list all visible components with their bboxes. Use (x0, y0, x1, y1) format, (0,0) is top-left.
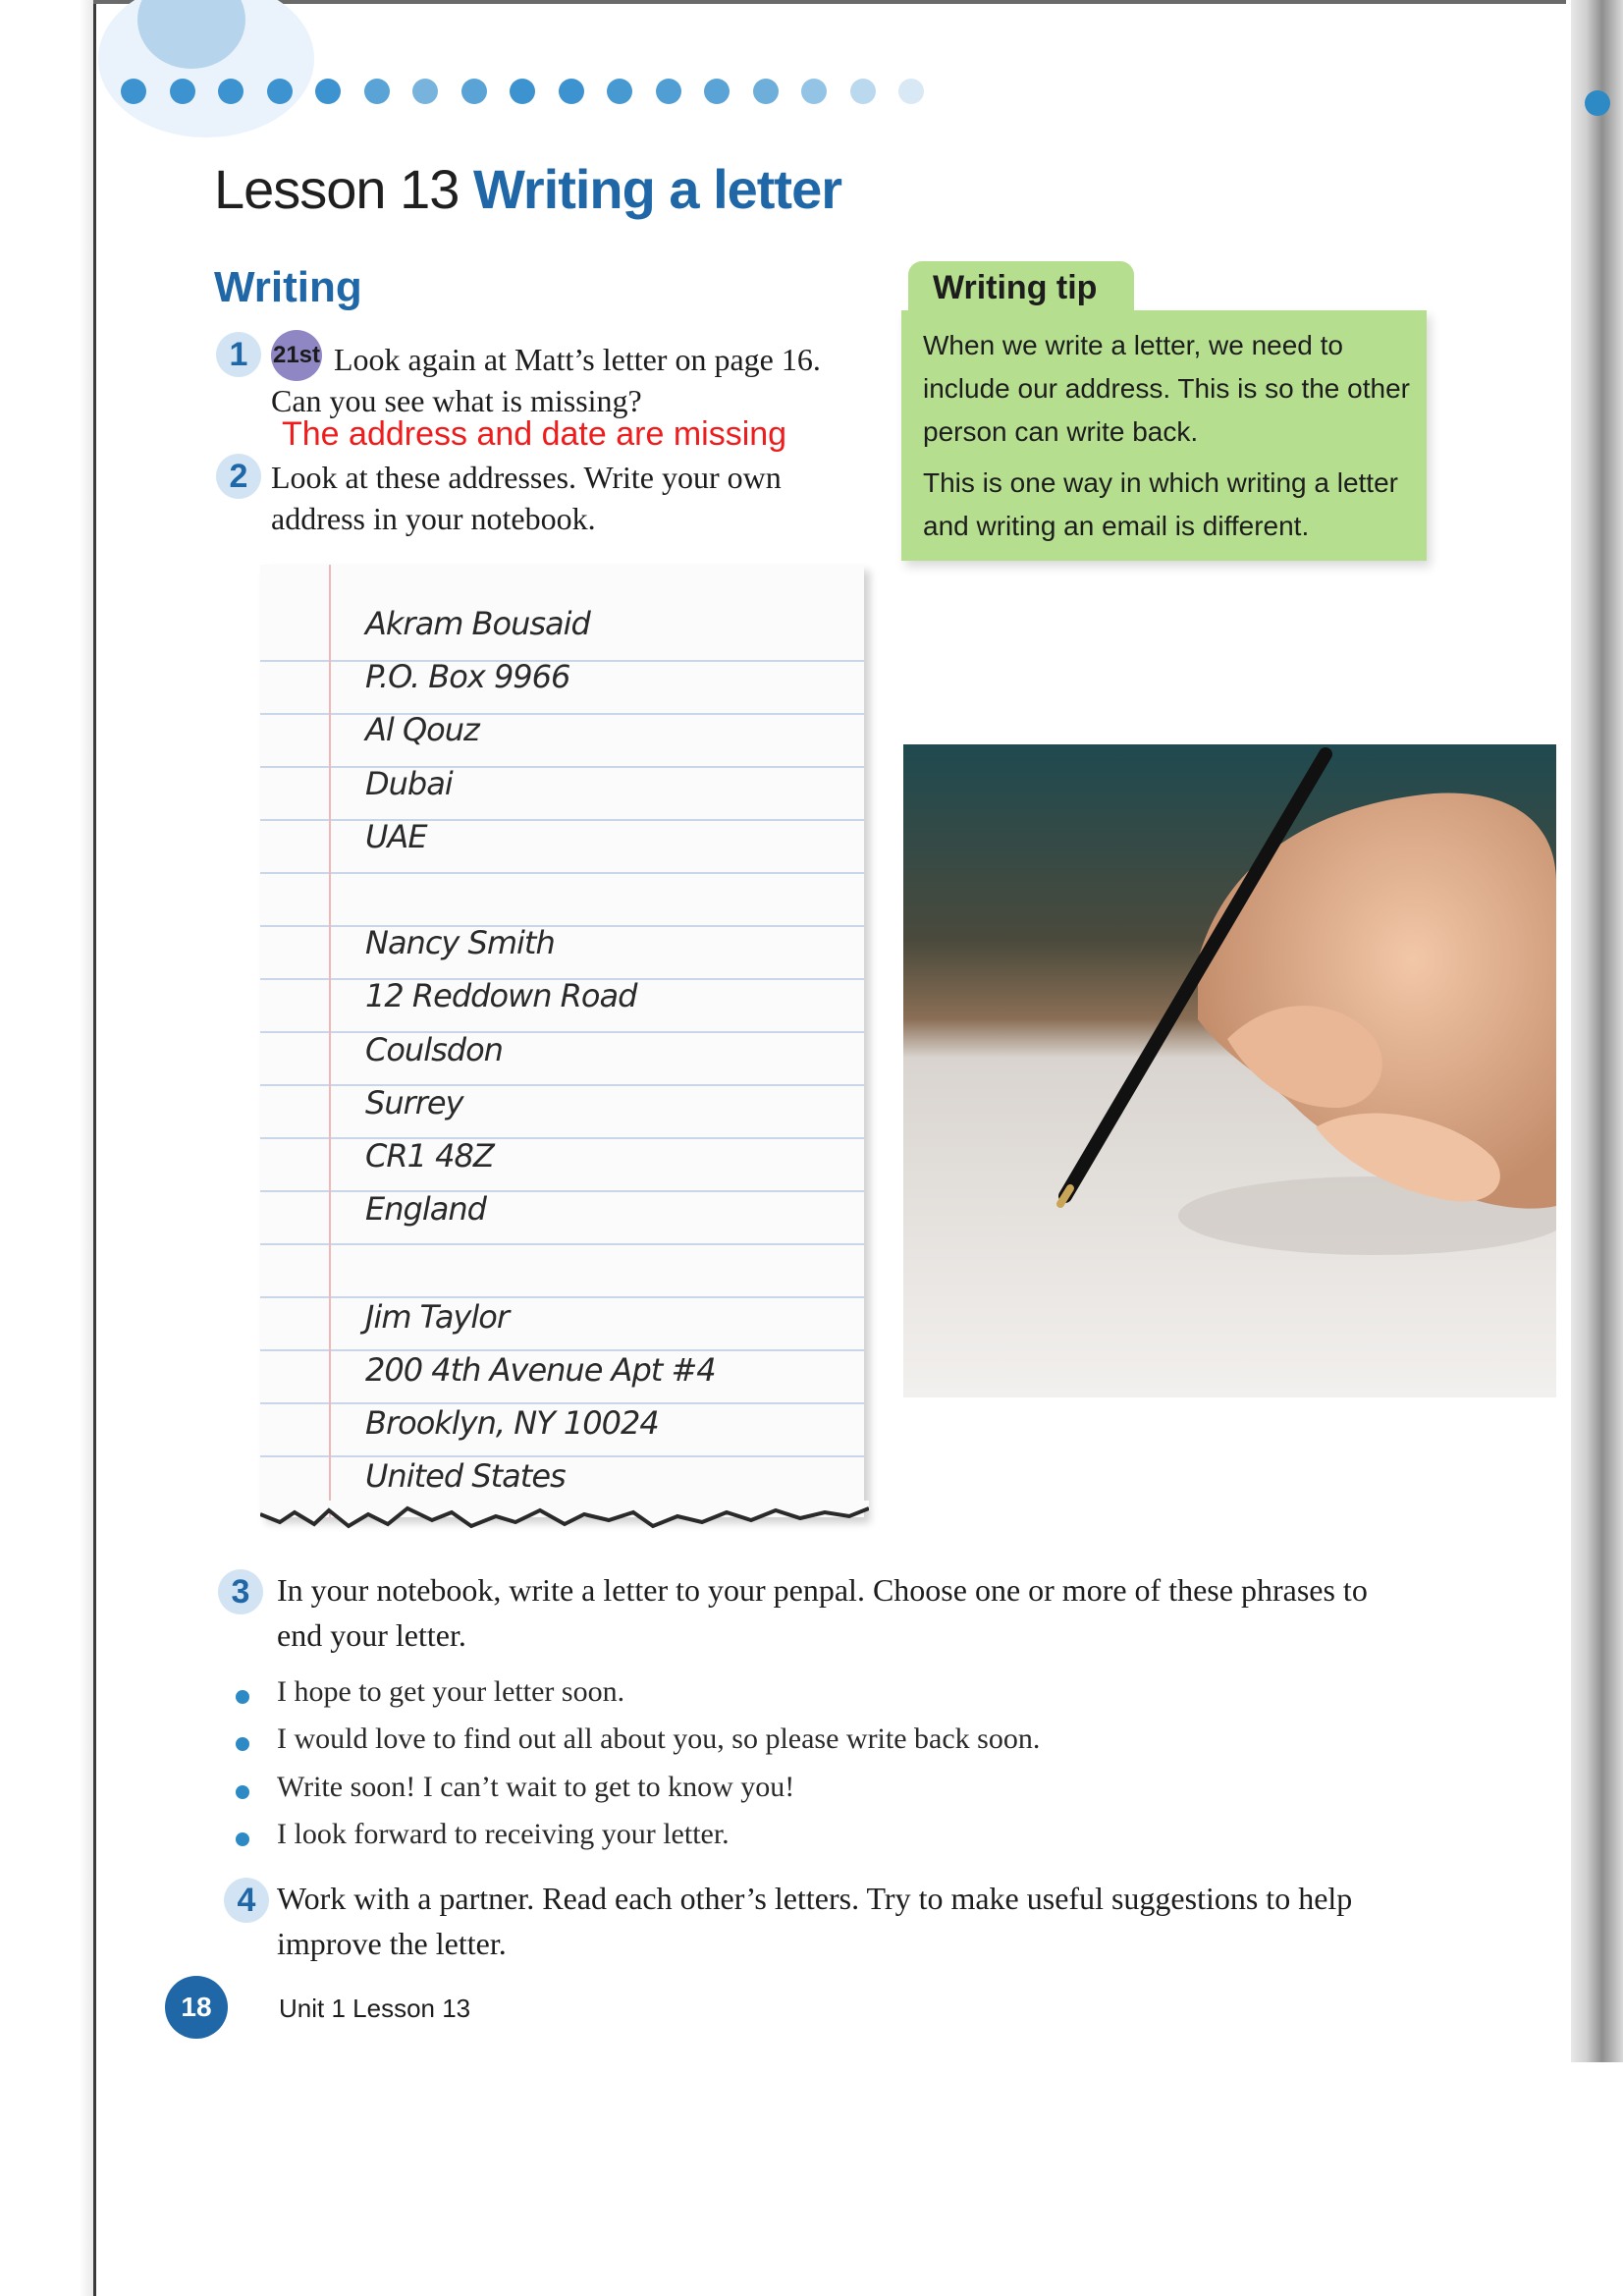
ending-phrase-2: I would love to find out all about you, so please write back soon. (277, 1722, 1041, 1755)
bullet-icon (236, 1785, 249, 1799)
header-dot (170, 79, 195, 104)
bullet-icon (236, 1832, 249, 1846)
notebook-margin-line (329, 565, 331, 1517)
header-dot (753, 79, 779, 104)
question-3-number: 3 (218, 1569, 263, 1614)
address-1-line-4: Dubai (365, 765, 453, 802)
writing-tip-paragraph-2: This is one way in which writing a letter and writing an email is different. (923, 467, 1398, 541)
header-dot (364, 79, 390, 104)
header-dot (656, 79, 681, 104)
address-1-line-5: UAE (365, 818, 427, 855)
writing-tip-paragraph-1: When we write a letter, we need to include our address. This is so the other person can write back. (923, 330, 1410, 447)
hand-writing-photo (903, 744, 1556, 1397)
address-2-line-3: Coulsdon (365, 1031, 503, 1068)
header-dot (898, 79, 924, 104)
address-1-line-3: Al Qouz (365, 711, 479, 748)
address-2-line-4: Surrey (365, 1084, 463, 1121)
question-1-line2: Can you see what is missing? (271, 383, 642, 418)
header-dot (801, 79, 827, 104)
question-4-number: 4 (224, 1878, 269, 1923)
header-dot (559, 79, 584, 104)
question-2-number: 2 (216, 454, 261, 499)
header-dot (850, 79, 876, 104)
header-dot (461, 79, 487, 104)
header-dot (510, 79, 535, 104)
address-3-line-4: United States (365, 1457, 566, 1495)
ending-phrase-4: I look forward to receiving your letter. (277, 1818, 730, 1850)
question-3-text: In your notebook, write a letter to your penpal. Choose one or more of these phrases to end your letter. (277, 1572, 1368, 1653)
question-2-line2: address in your notebook. (271, 501, 596, 536)
lesson-label: Lesson 13 (214, 158, 460, 220)
header-dot (121, 79, 146, 104)
bullet-icon (236, 1737, 249, 1751)
writing-tip-title: Writing tip (933, 269, 1098, 306)
header-dot (607, 79, 632, 104)
address-3-line-2: 200 4th Avenue Apt #4 (365, 1351, 716, 1389)
page-title (214, 157, 841, 221)
header-dot (267, 79, 293, 104)
edge-dot-decoration (1585, 90, 1610, 116)
scan-left-margin (0, 0, 93, 2296)
scan-top-edge (93, 0, 1566, 4)
ending-phrase-1: I hope to get your letter soon. (277, 1675, 625, 1708)
header-dot (704, 79, 730, 104)
address-2-line-1: Nancy Smith (365, 924, 555, 961)
torn-paper-edge (260, 1501, 869, 1540)
header-dot (412, 79, 438, 104)
address-1-line-2: P.O. Box 9966 (365, 658, 570, 695)
section-heading: Writing (214, 263, 362, 311)
page-number-badge: 18 (165, 1976, 228, 2039)
lesson-title: Writing a letter (473, 158, 842, 220)
scan-left-edge (93, 0, 96, 2296)
address-2-line-2: 12 Reddown Road (365, 977, 637, 1014)
address-3-line-1: Jim Taylor (365, 1298, 510, 1336)
book-spine-edge (1571, 0, 1623, 2062)
address-1-line-1: Akram Bousaid (365, 605, 590, 642)
bullet-icon (236, 1690, 249, 1704)
header-dot (315, 79, 341, 104)
handwritten-answer: The address and date are missing (282, 415, 787, 453)
header-dot (218, 79, 243, 104)
address-2-line-5: CR1 48Z (365, 1137, 494, 1175)
question-1-number: 1 (216, 332, 261, 377)
address-2-line-6: England (365, 1190, 486, 1228)
question-1-line1: Look again at Matt’s letter on page 16. (334, 342, 821, 377)
question-4-text: Work with a partner. Read each other’s letters. Try to make useful suggestions to help improve the letter. (277, 1881, 1353, 1961)
ending-phrase-3: Write soon! I can’t wait to get to know you! (277, 1771, 795, 1803)
21st-century-skills-badge: 21st (271, 330, 322, 381)
footer-unit-label: Unit 1 Lesson 13 (279, 1994, 471, 2023)
question-2-line1: Look at these addresses. Write your own (271, 460, 782, 495)
address-3-line-3: Brooklyn, NY 10024 (365, 1404, 659, 1442)
